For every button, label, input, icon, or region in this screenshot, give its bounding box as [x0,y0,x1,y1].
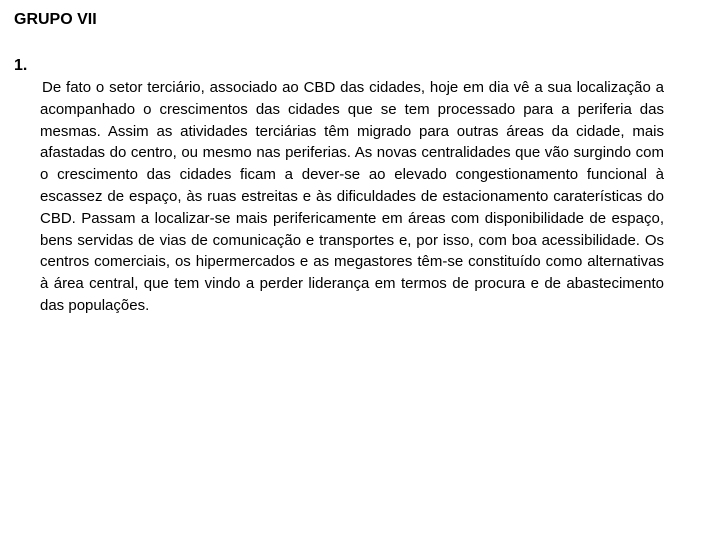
section-heading: GRUPO VII [14,11,97,28]
item-number: 1. [14,57,28,74]
body-paragraph: De fato o setor terciário, associado ao CBD das cidades, hoje em dia vê a sua localização a acompanhado o crescimentos das cidades que se tem processado para a periferia das mesmas. Assim as atividades terciárias têm migrado para outras áreas da cidade, mais afastadas do centro, ou mesmo nas periferias. As novas centralidades que vão surgindo com o crescimento das cidades ficam a dever-se ao elevado congestionamento funcional à escassez de espaço, às ruas estreitas e às dificuldades de estacionamento caraterísticas do CBD. Passam a localizar-se mais perifericamente em áreas com disponibilidade de espaço, bens servidas de vias de comunicação e transportes e, por isso, com boa acessibilidade. Os centros comerciais, os hipermercados e as megastores têm-se constituído como alternativas à área central, que tem vindo a perder liderança em termos de procura e de abastecimento das populações. [40,79,664,314]
